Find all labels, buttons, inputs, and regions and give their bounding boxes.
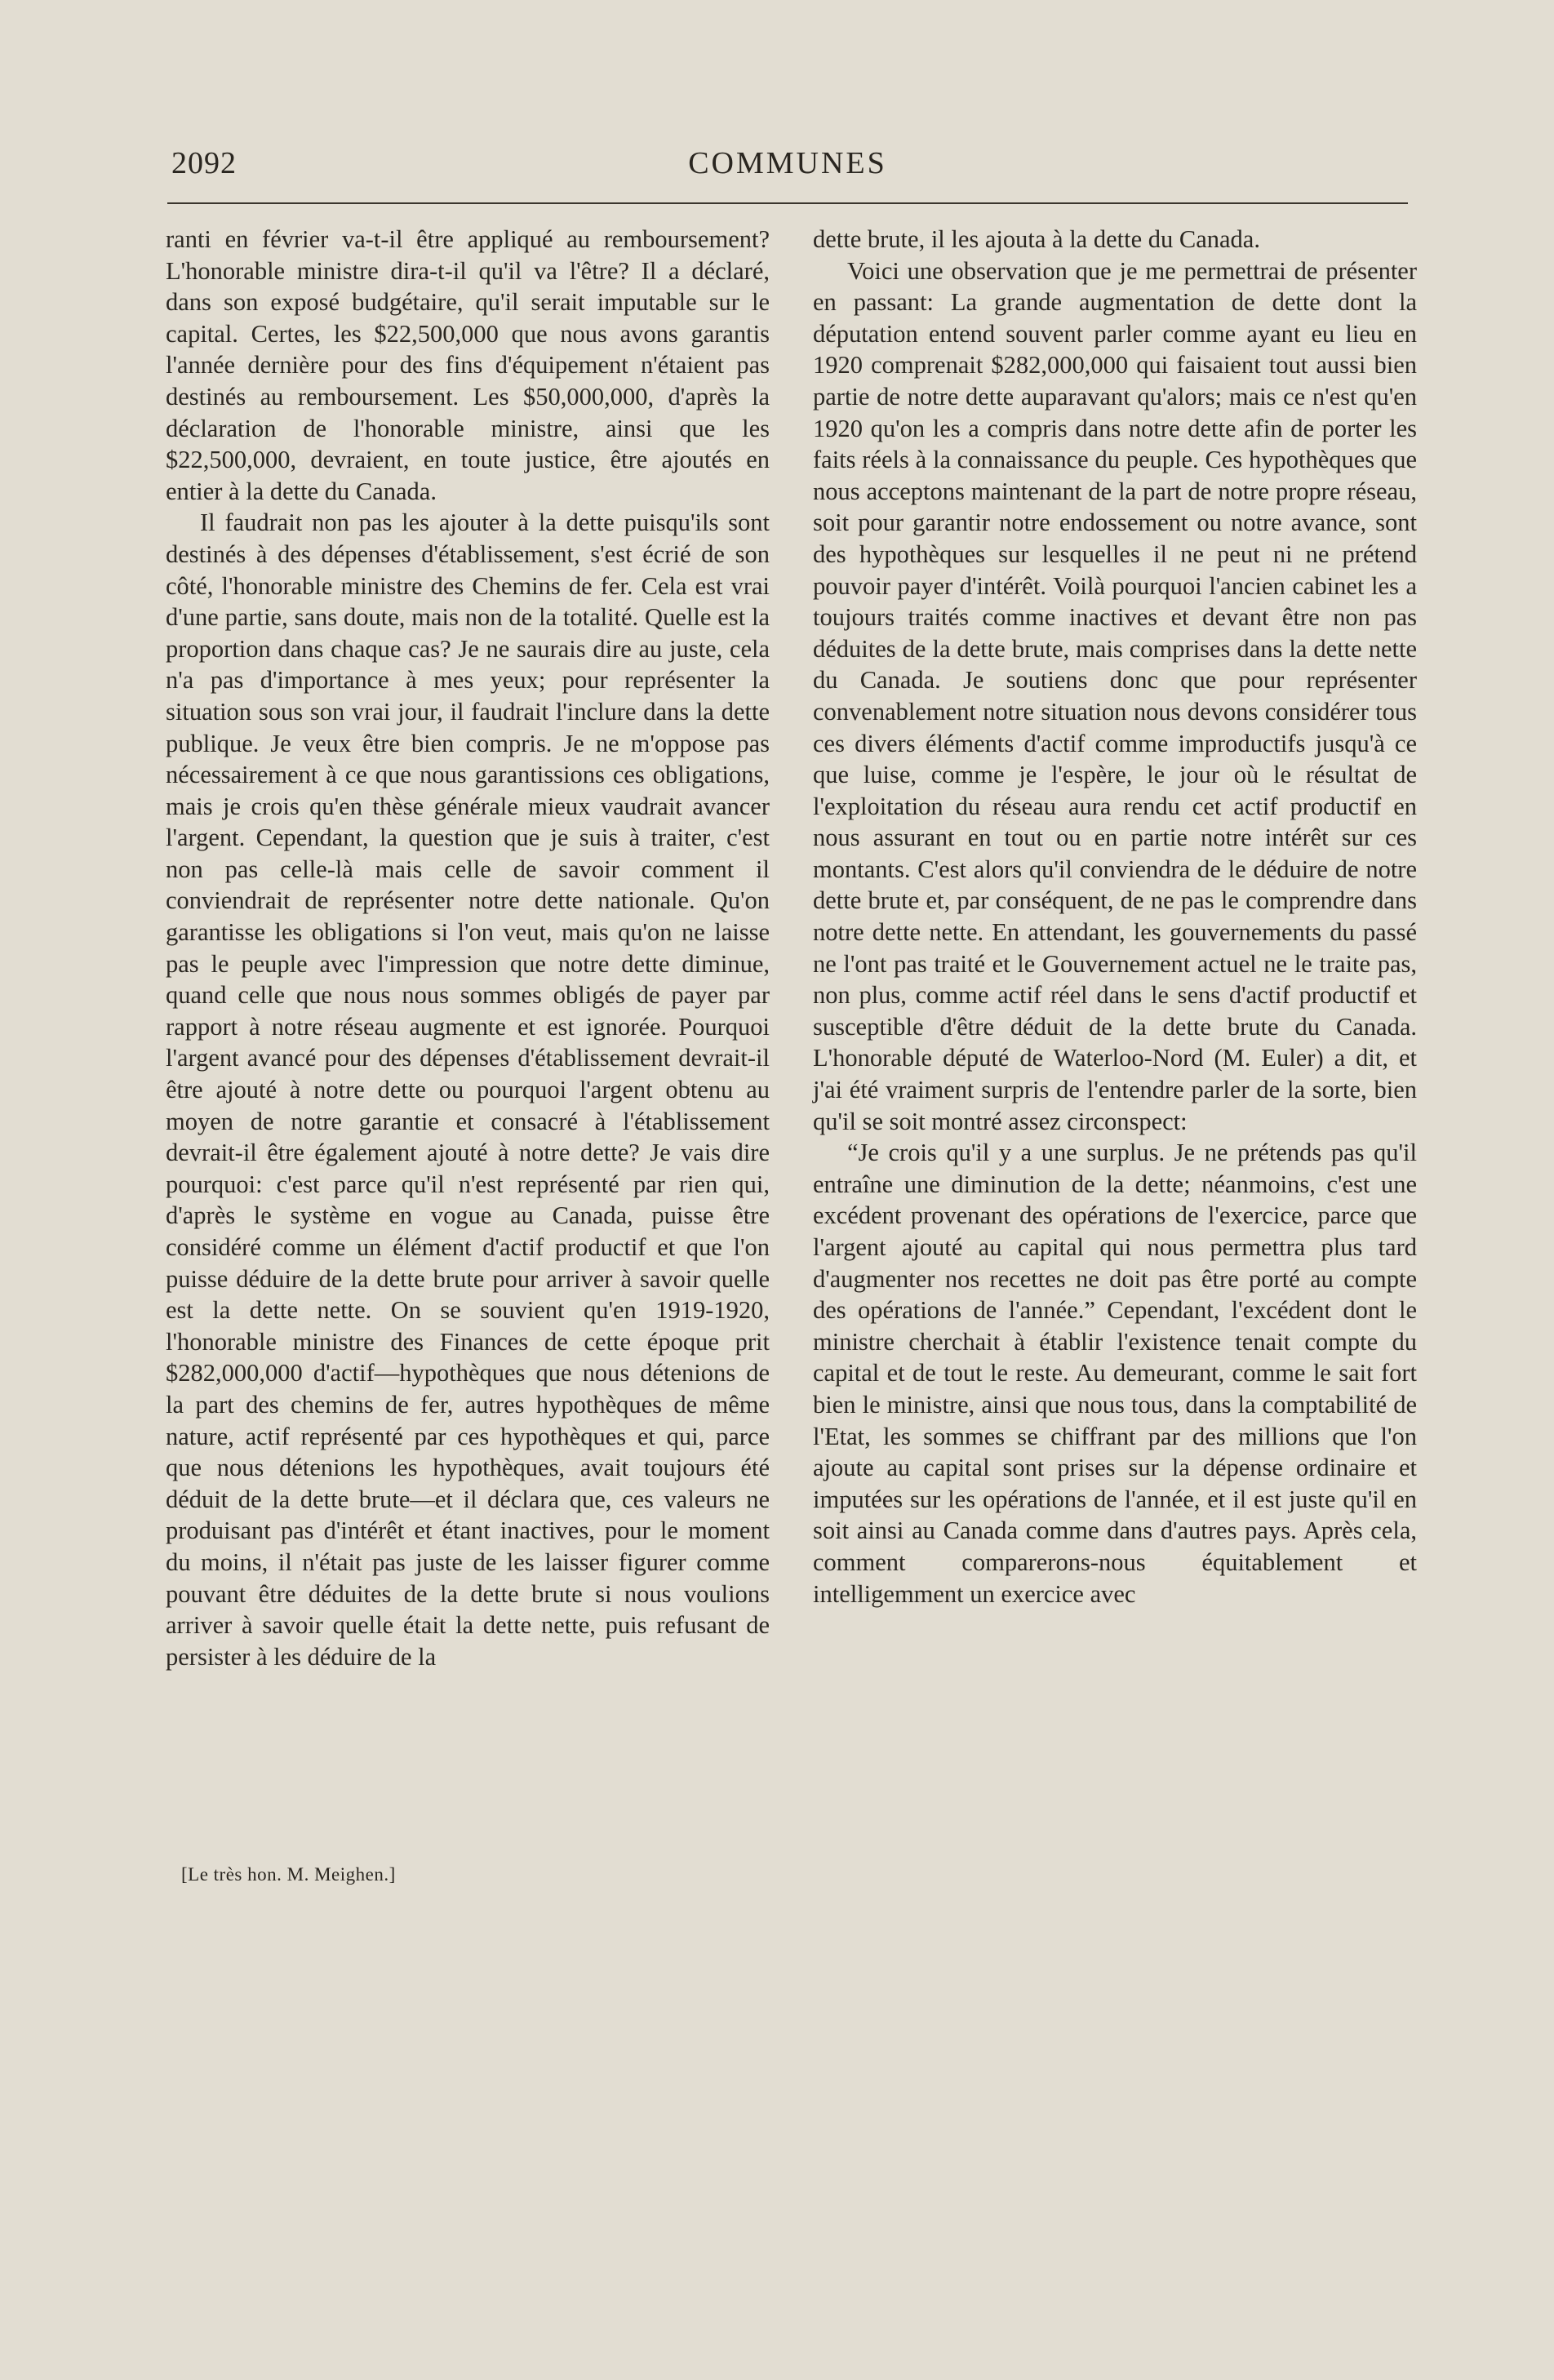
speaker-note: [Le très hon. M. Meighen.] bbox=[181, 1864, 396, 1885]
right-paragraph-2: Voici une observation que je me permettrai de présenter en passant: La grande augmentation de dette dont la députation entend souvent parler comme ayant eu lieu en 1920 comprenait $282,000,000 qui faisaient tout aussi bien partie de notre dette auparavant qu'alors; mais ce n'est qu'en 1920 qu'on les a compris dans notre dette afin de porter les faits réels à la connaissance du peuple. Ces hypothèques que nous acceptons maintenant de la part de notre propre réseau, soit pour garantir notre endossement ou notre avance, sont des hypothèques sur lesquelles il ne peut ni ne prétend pouvoir payer d'intérêt. Voilà pourquoi l'ancien cabinet les a toujours traités comme inactives et devant être non pas déduites de la dette brute, mais comprises dans la dette nette du Canada. Je soutiens donc que pour représenter convenablement notre situation nous devons considérer tous ces divers éléments d'actif comme improductifs jusqu'à ce que luise, comme je l'espère, le jour où le résultat de l'exploitation du réseau aura rendu cet actif productif en nous assurant en tout ou en partie notre intérêt sur ces montants. C'est alors qu'il conviendra de le déduire de notre dette brute et, par conséquent, de ne pas le comprendre dans notre dette nette. En attendant, les gouvernements du passé ne l'ont pas traité et le Gouvernement actuel ne le traite pas, non plus, comme actif réel dans le sens d'actif productif et susceptible d'être déduit de la dette brute du Canada. L'honorable député de Waterloo-Nord (M. Euler) a dit, et j'ai été vraiment surpris de l'entendre parler de la sorte, bien qu'il se soit montré assez circonspect: bbox=[813, 256, 1417, 1135]
page-header bbox=[171, 145, 1404, 194]
left-column bbox=[166, 224, 770, 1672]
quotation-paragraph: “Je crois qu'il y a une surplus. Je ne prétends pas qu'il entraîne une diminution de la dette; néanmoins, c'est une excédent provenant des opérations de l'exercice, parce que l'argent ajouté au capital qui nous permettra plus tard d'augmenter nos recettes ne doit pas être porté au compte des opérations de l'année.” Cependant, l'excédent dont le ministre cherchait à établir l'existence tenait compte du capital et de tout le reste. Au demeurant, comme le sait fort bien le ministre, ainsi que nous tous, dans la comptabilité de l'Etat, les sommes se chiffrant par des millions que l'on ajoute au capital sont prises sur la dépense ordinaire et imputées sur les opérations de l'année, et il est juste qu'il en soit ainsi au Canada comme dans d'autres pays. Après cela, comment comparerons-nous équitablement et intelligemment un exercice avec bbox=[813, 1139, 1417, 1608]
page-number: 2092 bbox=[171, 146, 237, 180]
left-paragraph-1: ranti en février va-t-il être appliqué au remboursement? L'honorable ministre dira-t-il qu'il va l'être? Il a déclaré, dans son exposé budgétaire, qu'il serait imputable sur le capital. Certes, les $22,500,000 que nous avons garantis l'année dernière pour des fins d'équipement n'étaient pas destinés au remboursement. Les $50,000,000, d'après la déclaration de l'honorable ministre, ainsi que les $22,500,000, devraient, en toute justice, être ajoutés en entier à la dette du Canada. bbox=[166, 225, 770, 505]
right-column bbox=[813, 224, 1417, 1610]
header-rule bbox=[167, 202, 1408, 204]
left-paragraph-2: Il faudrait non pas les ajouter à la dette puisqu'ils sont destinés à des dépenses d'établissement, s'est écrié de son côté, l'honorable ministre des Chemins de fer. Cela est vrai d'une partie, sans doute, mais non de la totalité. Quelle est la proportion dans chaque cas? Je ne saurais dire au juste, cela n'a pas d'importance à mes yeux; pour représenter la situation sous son vrai jour, il faudrait l'inclure dans la dette publique. Je veux être bien compris. Je ne m'oppose pas nécessairement à ce que nous garantissions ces obligations, mais je crois qu'en thèse générale mieux vaudrait avancer l'argent. Cependant, la question que je suis à traiter, c'est non pas celle-là mais celle de savoir comment il conviendrait de représenter notre dette nationale. Qu'on garantisse les obligations si l'on veut, mais qu'on ne laisse pas le peuple avec l'impression que notre dette diminue, quand celle que nous nous sommes obligés de payer par rapport à notre réseau augmente et est ignorée. Pourquoi l'argent avancé pour des dépenses d'établissement devrait-il être ajouté à notre dette ou pourquoi l'argent obtenu au moyen de notre garantie et consacré à l'établissement devrait-il être également ajouté à notre dette? Je vais dire pourquoi: c'est parce qu'il n'est représenté par rien qui, d'après le système en vogue au Canada, puisse être considéré comme un élément d'actif productif et que l'on puisse déduire de la dette brute pour arriver à savoir quelle est la dette nette. On se souvient qu'en 1919-1920, l'honorable ministre des Finances de cette époque prit $282,000,000 d'actif—hypothèques que nous détenions de la part des chemins de fer, autres hypothèques de même nature, actif représenté par ces hypothèques et qui, parce que nous détenions les hypothèques, avait toujours été déduit de la dette brute—et il déclara que, ces valeurs ne produisant pas d'intérêt et étant inactives, pour le moment du moins, il n'était pas juste de les laisser figurer comme pouvant être déduites de la dette brute si nous voulions arriver à savoir quelle était la dette nette, puis refusant de persister à les déduire de la bbox=[166, 508, 770, 1671]
running-title: COMMUNES bbox=[688, 146, 887, 180]
right-paragraph-1: dette brute, il les ajouta à la dette du Canada. bbox=[813, 225, 1260, 253]
